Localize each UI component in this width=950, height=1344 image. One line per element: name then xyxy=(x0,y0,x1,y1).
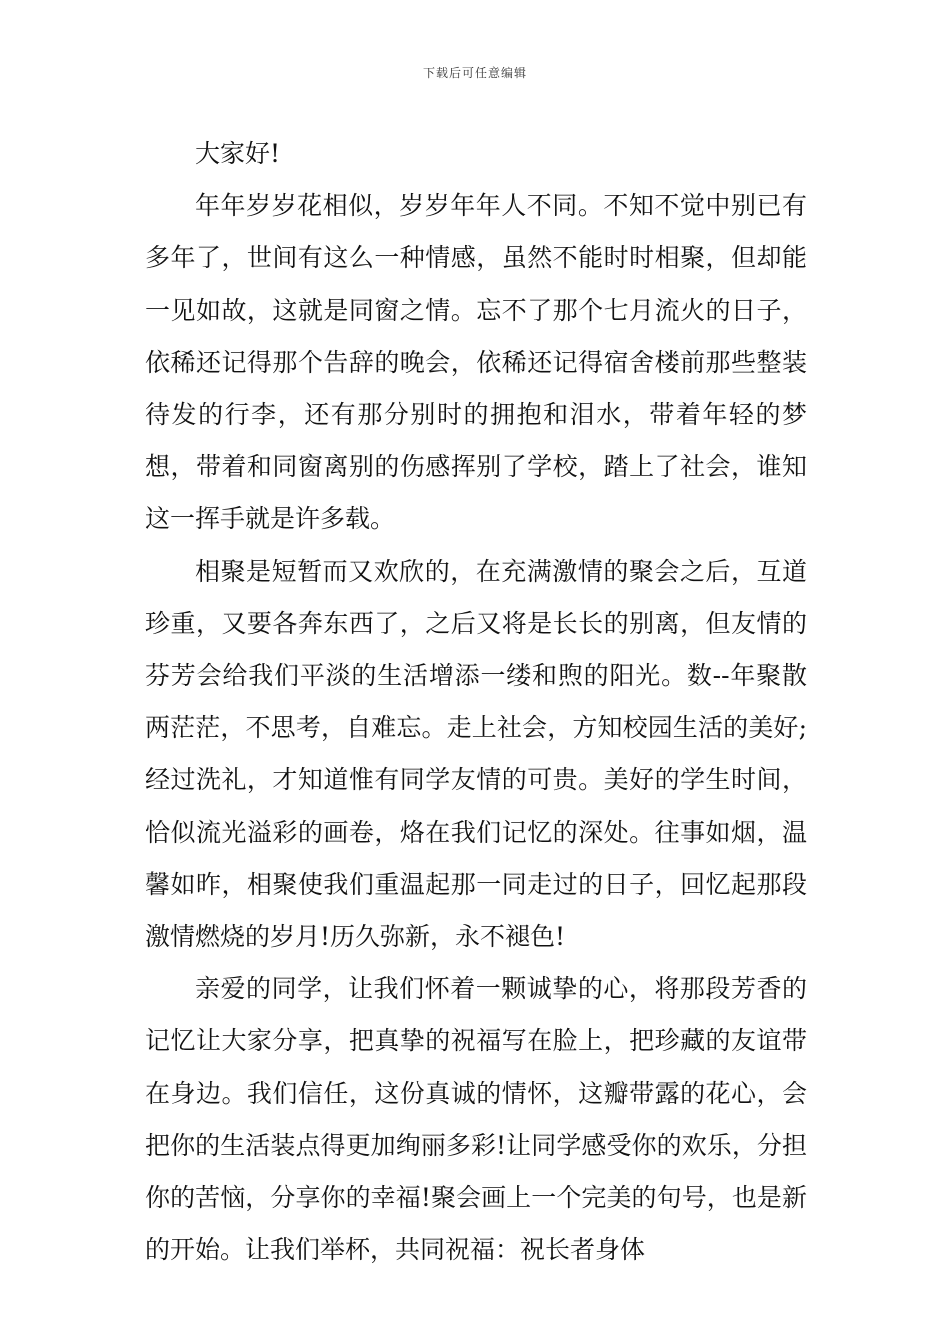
paragraph: 年年岁岁花相似，岁岁年年人不同。不知不觉中别已有多年了，世间有这么一种情感，虽然不能时时相聚，但却能一见如故，这就是同窗之情。忘不了那个七月流火的日子，依稀还记得那个告辞的晚会，依稀还记得宿舍楼前那些整装待发的行李，还有那分别时的拥抱和泪水，带着年轻的梦想，带着和同窗离别的伤感挥别了学校，踏上了社会，谁知这一挥手就是许多载。 xyxy=(145,191,807,534)
header-note: 下载后可任意编辑 xyxy=(422,66,527,80)
paragraph: 相聚是短暂而又欢欣的，在充满激情的聚会之后，互道珍重，又要各奔东西了，之后又将是长长的别离，但友情的芬芳会给我们平淡的生活增添一缕和煦的阳光。数--年聚散两茫茫，不思考，自难忘。走上社会，方知校园生活的美好;经过洗礼，才知道惟有同学友情的可贵。美好的学生时间，恰似流光溢彩的画卷，烙在我们记忆的深处。往事如烟，温馨如昨，相聚使我们重温起那一同走过的日子，回忆起那段激情燃烧的岁月!历久弥新，永不褪色! xyxy=(145,556,807,952)
paragraph: 亲爱的同学，让我们怀着一颗诚挚的心，将那段芳香的记忆让大家分享，把真挚的祝福写在脸上，把珍藏的友谊带在身边。我们信任，这份真诚的情怀，这瓣带露的花心，会把你的生活装点得更加绚丽多彩!让同学感受你的欢乐，分担你的苦恼，分享你的幸福!聚会画上一个完美的句号，也是新的开始。让我们举杯，共同祝福：祝长者身体 xyxy=(145,974,807,1265)
greeting-paragraph: 大家好! xyxy=(195,139,281,168)
document-body xyxy=(145,128,807,1276)
